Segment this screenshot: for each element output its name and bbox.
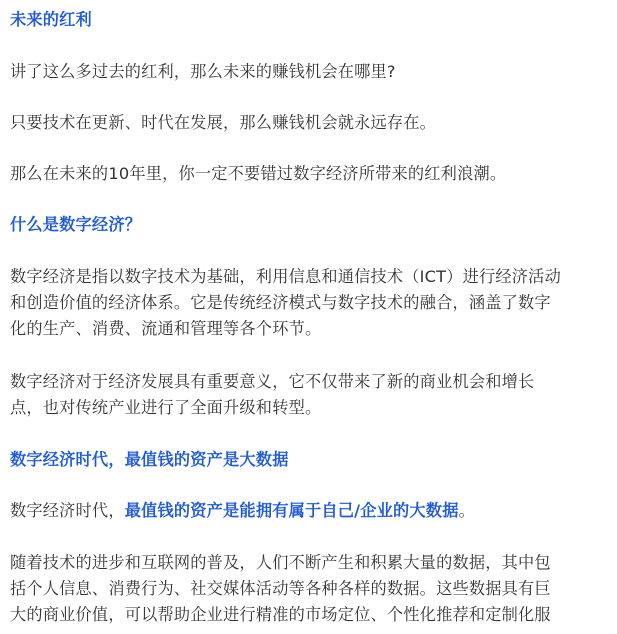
paragraph-4-line-3: 化的生产、消费、流通和管理等各个环节。 [10,319,322,338]
paragraph-6-highlight: 最值钱的资产是能拥有属于自己/企业的大数据 [124,501,459,520]
heading-big-data-asset: 数字经济时代，最值钱的资产是大数据 [10,450,289,469]
paragraph-4-line-1: 数字经济是指以数字技术为基础，利用信息和通信技术（ICT）进行经济活动 [10,267,561,286]
paragraph-6 [10,498,475,524]
paragraph-2: 只要技术在更新、时代在发展，那么赚钱机会就永远存在。 [10,113,437,132]
paragraph-7-line-2: 括个人信息、消费行为、社交媒体活动等各种各样的数据。这些数据具有巨 [10,579,551,598]
paragraph-3: 那么在未来的10年里，你一定不要错过数字经济所带来的红利浪潮。 [10,164,507,183]
paragraph-5-line-2: 点，也对传统产业进行了全面升级和转型。 [10,398,322,417]
paragraph-7-line-1: 随着技术的进步和互联网的普及，人们不断产生和积累大量的数据，其中包 [10,553,551,572]
paragraph-6-prefix: 数字经济时代， [10,501,125,520]
paragraph-5-line-1: 数字经济对于经济发展具有重要意义，它不仅带来了新的商业机会和增长 [10,372,535,391]
paragraph-1: 讲了这么多过去的红利，那么未来的赚钱机会在哪里? [10,62,396,81]
heading-what-is-digital-economy: 什么是数字经济？ [10,215,142,234]
paragraph-4-line-2: 和创造价值的经济体系。它是传统经济模式与数字技术的融合，涵盖了数字 [10,293,551,312]
heading-future-dividend: 未来的红利 [10,10,92,29]
paragraph-7-line-3: 大的商业价值，可以帮助企业进行精准的市场定位、个性化推荐和定制化服 [10,605,551,624]
paragraph-6-suffix: 。 [458,501,475,520]
